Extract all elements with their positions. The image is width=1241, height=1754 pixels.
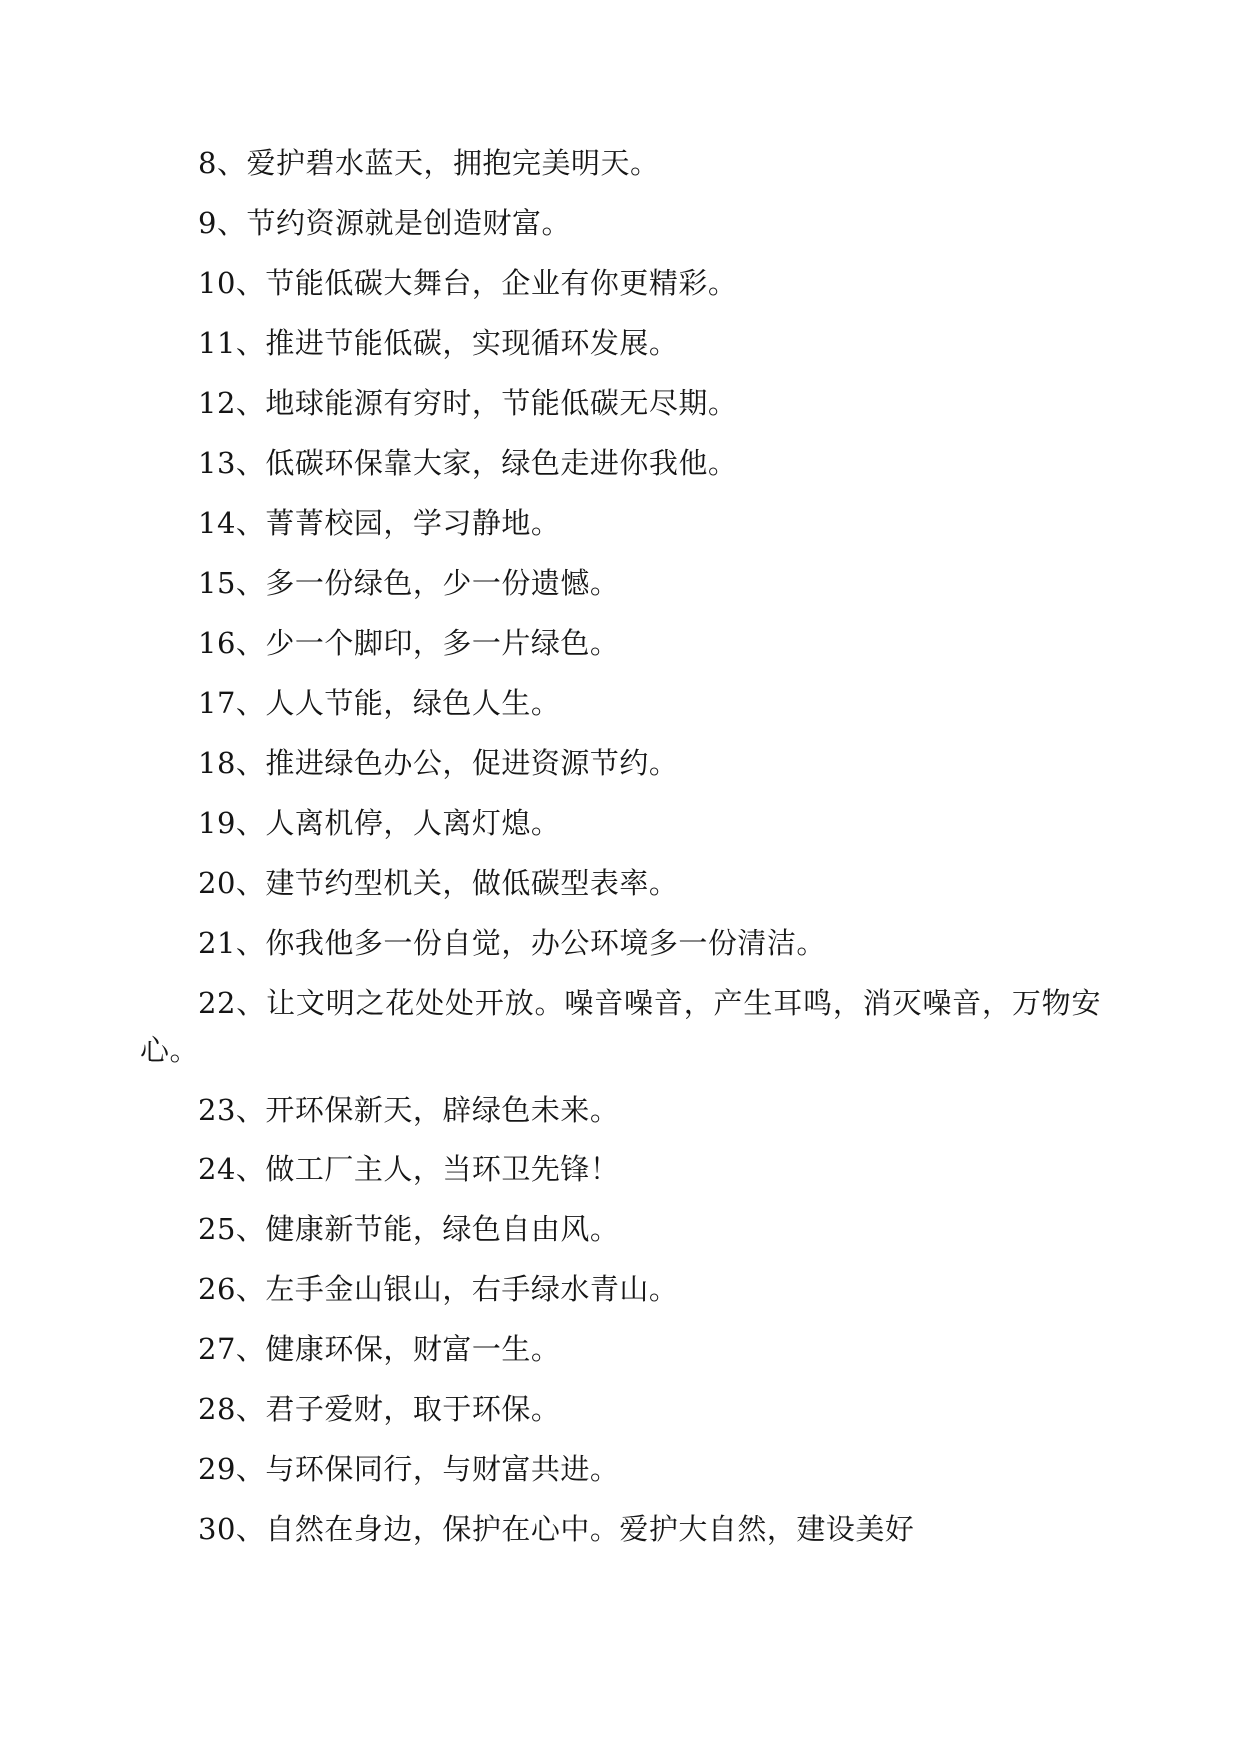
paragraph: 27、健康环保，财富一生。 bbox=[198, 1332, 561, 1367]
paragraph: 11、推进节能低碳，实现循环发展。 bbox=[198, 325, 679, 360]
paragraph: 29、与环保同行，与财富共进。 bbox=[198, 1452, 620, 1487]
paragraph: 24、做工厂主人，当环卫先锋！ bbox=[198, 1152, 620, 1187]
paragraph: 13、低碳环保靠大家，绿色走进你我他。 bbox=[198, 445, 738, 480]
paragraph: 10、节能低碳大舞台，企业有你更精彩。 bbox=[198, 265, 738, 300]
paragraph: 15、多一份绿色，少一份遗憾。 bbox=[198, 565, 620, 600]
paragraph: 17、人人节能，绿色人生。 bbox=[198, 685, 561, 720]
paragraph: 14、菁菁校园，学习静地。 bbox=[198, 505, 561, 540]
paragraph: 22、让文明之花处处开放。噪音噪音，产生耳鸣，消灭噪音，万物安心。 bbox=[140, 985, 1101, 1067]
paragraph: 20、建节约型机关，做低碳型表率。 bbox=[198, 865, 679, 900]
paragraph: 8、爱护碧水蓝天，拥抱完美明天。 bbox=[198, 146, 660, 180]
paragraph: 30、自然在身边，保护在心中。爱护大自然，建设美好 bbox=[198, 1512, 915, 1547]
paragraph: 28、君子爱财，取于环保。 bbox=[198, 1392, 561, 1427]
paragraph: 23、开环保新天，辟绿色未来。 bbox=[198, 1092, 620, 1127]
document-body bbox=[140, 140, 1101, 1553]
paragraph: 21、你我他多一份自觉，办公环境多一份清洁。 bbox=[198, 925, 826, 960]
paragraph: 16、少一个脚印，多一片绿色。 bbox=[198, 625, 620, 660]
paragraph: 26、左手金山银山，右手绿水青山。 bbox=[198, 1272, 679, 1307]
paragraph: 12、地球能源有穷时，节能低碳无尽期。 bbox=[198, 385, 738, 420]
paragraph: 25、健康新节能，绿色自由风。 bbox=[198, 1212, 620, 1247]
paragraph: 18、推进绿色办公，促进资源节约。 bbox=[198, 745, 679, 780]
paragraph: 19、人离机停，人离灯熄。 bbox=[198, 805, 561, 840]
paragraph: 9、节约资源就是创造财富。 bbox=[198, 205, 571, 240]
